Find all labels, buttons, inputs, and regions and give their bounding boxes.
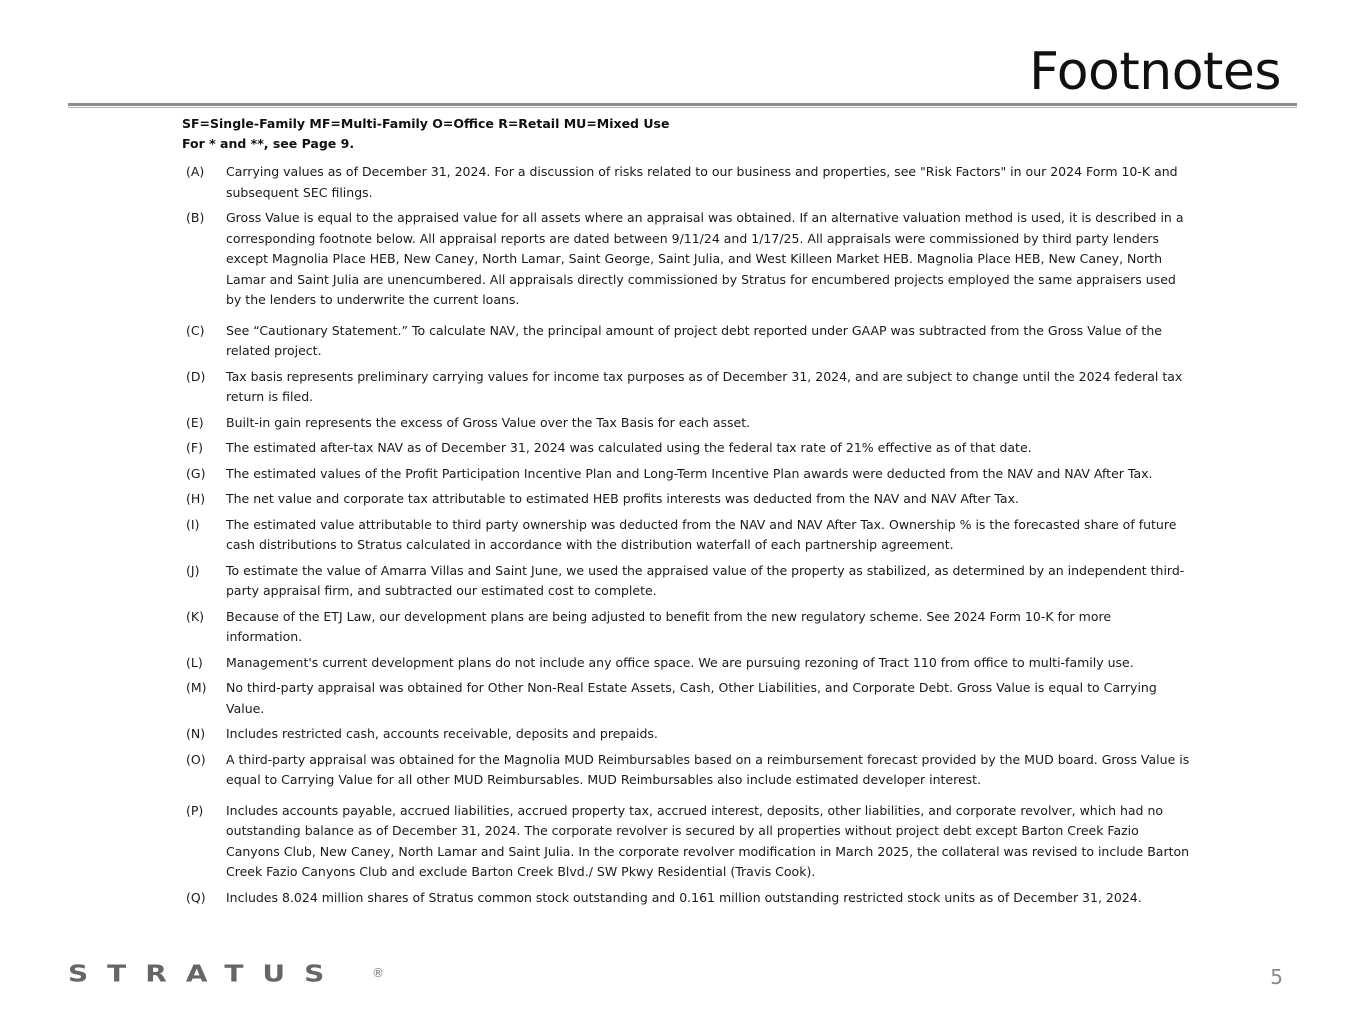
page-title: Footnotes (1029, 42, 1281, 102)
footnote-letter: (L) (186, 654, 203, 670)
footnote-letter: (P) (186, 802, 204, 818)
legend-line-reference: For * and **, see Page 9. (182, 136, 355, 151)
footnote-letter: (M) (186, 680, 207, 695)
footnote-a (180, 162, 1190, 203)
page-number: 5 (1270, 965, 1283, 989)
footnote-text: The estimated values of the Profit Participation Incentive Plan and Long-Term Incentive Plan awards were deducted from the NAV and NAV After Tax. (226, 465, 1153, 481)
footnote-h (180, 489, 1190, 510)
footnote-text: See “Cautionary Statement.” To calculate NAV, the principal amount of project debt reported under GAAP was subtracted from the Gross Value of the related project. (226, 322, 1162, 358)
footnote-letter: (N) (186, 726, 206, 741)
footnote-p (180, 801, 1190, 883)
footnote-o (180, 750, 1190, 791)
footnote-c (180, 321, 1190, 362)
footnote-text: Gross Value is equal to the appraised value for all assets where an appraisal was obtained. If an alternative valuation method is used, it is described in a corresponding footnote below. All appraisal reports are dated between 9/11/24 and 1/17/25. All appraisals were commissioned by third party lenders except Magnolia Place HEB, New Caney, North Lamar, Saint George, Saint Julia, and West Killeen Market HEB. Magnolia Place HEB, New Caney, North Lamar and Saint Julia are unencumbered. All appraisals directly commissioned by Stratus for encumbered projects employed the same appraisers used by the lenders to underwrite the current loans. (226, 210, 1184, 307)
footnote-letter: (I) (186, 516, 200, 532)
footnote-text: Tax basis represents preliminary carrying values for income tax purposes as of December 31, 2024, and are subject to change until the 2024 federal tax return is filed. (226, 368, 1183, 404)
footnote-d (180, 367, 1190, 408)
abbreviation-legend (182, 114, 669, 154)
footnote-letter: (B) (186, 210, 205, 225)
footnote-k (180, 607, 1190, 648)
footnote-letter: (H) (186, 491, 206, 506)
footnote-letter: (F) (186, 440, 203, 455)
footnote-text: To estimate the value of Amarra Villas and Saint June, we used the appraised value of the property as stabilized, as determined by an independent third-party appraisal firm, and subtracted our estimated cost to complete. (226, 562, 1185, 598)
footnote-n (180, 724, 1190, 745)
footnote-f (180, 438, 1190, 459)
footnote-q (180, 888, 1190, 909)
stratus-logo: STRATUS (68, 960, 344, 988)
footnote-letter: (O) (186, 751, 206, 767)
footnote-letter: (E) (186, 414, 204, 430)
footnote-text: Built-in gain represents the excess of Gross Value over the Tax Basis for each asset. (226, 414, 751, 430)
footnote-text: The net value and corporate tax attributable to estimated HEB profits interests was deducted from the NAV and NAV After Tax. (226, 491, 1019, 506)
footnote-text: The estimated after-tax NAV as of December 31, 2024 was calculated using the federal tax rate of 21% effective as of that date. (226, 440, 1032, 455)
footnote-e (180, 413, 1190, 434)
footnote-text: Carrying values as of December 31, 2024. For a discussion of risks related to our business and properties, see "Risk Factors" in our 2024 Form 10-K and subsequent SEC filings. (226, 164, 1178, 200)
footnote-text: Includes accounts payable, accrued liabilities, accrued property tax, accrued interest, deposits, other liabilities, and corporate revolver, which had no outstanding balance as of December 31, 2024. The corporate revolver is secured by all properties without project debt except Barton Creek Fazio Canyons Club, New Caney, North Lamar and Saint Julia. In the corporate revolver modification in March 2025, the collateral was revised to include Barton Creek Fazio Canyons Club and exclude Barton Creek Blvd./ SW Pkwy Residential (Travis Cook). (226, 802, 1190, 879)
footnote-letter: (C) (186, 322, 205, 338)
footnote-text: Includes 8.024 million shares of Stratus common stock outstanding and 0.161 million outstanding restricted stock units as of December 31, 2024. (226, 889, 1142, 905)
footnote-text: No third-party appraisal was obtained for Other Non-Real Estate Assets, Cash, Other Liabilities, and Corporate Debt. Gross Value is equal to Carrying Value. (226, 680, 1157, 716)
footnote-text: The estimated value attributable to third party ownership was deducted from the NAV and NAV After Tax. Ownership % is the forecasted share of future cash distributions to Stratus calculated in accordance with the distribution waterfall of each partnership agreement. (226, 516, 1177, 552)
footnote-letter: (Q) (186, 889, 206, 905)
footnote-b (180, 208, 1190, 311)
header-divider (68, 103, 1297, 106)
footnote-text: Management's current development plans do not include any office space. We are pursuing rezoning of Tract 110 from office to multi-family use. (226, 654, 1134, 670)
footnote-letter: (A) (186, 164, 205, 179)
footnote-text: Because of the ETJ Law, our development plans are being adjusted to benefit from the new regulatory scheme. See 2024 Form 10-K for more information. (226, 608, 1112, 644)
header-divider-thin (68, 107, 1297, 108)
footnote-j (180, 561, 1190, 602)
footnote-l (180, 653, 1190, 674)
footnote-letter: (K) (186, 608, 204, 624)
footnote-m (180, 678, 1190, 719)
footnote-letter: (J) (186, 562, 200, 578)
footnote-letter: (D) (186, 368, 206, 384)
footnote-letter: (G) (186, 465, 206, 481)
footnote-text: A third-party appraisal was obtained for the Magnolia MUD Reimbursables based on a reimbursement forecast provided by the MUD board. Gross Value is equal to Carrying Value for all other MUD Reimbursables. MUD Reimbursables also include estimated developer interest. (226, 751, 1190, 787)
footnote-g (180, 464, 1190, 485)
legend-line-abbreviations: SF=Single-Family MF=Multi-Family O=Office R=Retail MU=Mixed Use (182, 116, 670, 131)
footnote-i (180, 515, 1190, 556)
registered-mark: ® (372, 966, 384, 980)
footnote-text: Includes restricted cash, accounts receivable, deposits and prepaids. (226, 726, 658, 741)
footnote-list (180, 162, 1190, 913)
